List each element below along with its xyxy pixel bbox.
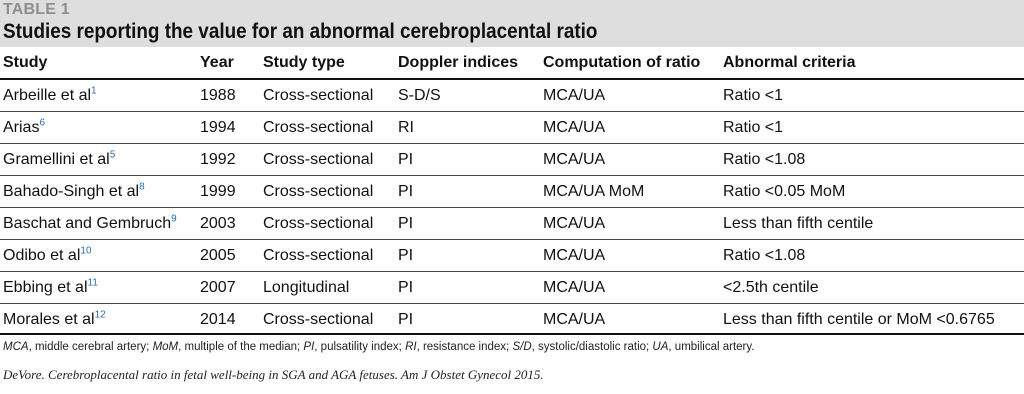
cell-criteria (723, 183, 845, 201)
cell-study-text: Bahado-Singh et al (3, 183, 140, 200)
cell-criteria (723, 151, 805, 169)
cell-doppler-text: S-D/S (398, 87, 441, 104)
cell-criteria-text: Ratio <1 (723, 87, 784, 104)
cell-computation (543, 87, 605, 105)
table-header-band (0, 0, 1024, 47)
cell-computation (543, 151, 605, 169)
footnote-abbreviation: UA (652, 341, 669, 353)
reference-superscript[interactable]: 12 (94, 309, 106, 321)
row-divider (0, 239, 1024, 240)
cell-criteria-text: Less than fifth centile or MoM <0.6765 (723, 311, 995, 328)
row-divider (0, 303, 1024, 304)
cell-criteria-text: <2.5th centile (723, 279, 819, 296)
cell-study-text: Arbeille et al (3, 87, 92, 104)
footnote-definition: , systolic/diastolic ratio; (531, 341, 653, 353)
cell-doppler-text: PI (398, 215, 414, 232)
cell-study-type-text: Cross-sectional (263, 247, 374, 264)
column-header-study-type: Study type (263, 54, 345, 71)
cell-year (200, 119, 236, 137)
column-header-study: Study (3, 54, 48, 71)
citation-title: Cerebroplacental ratio in fetal well-being in SGA and AGA fetuses. Am J Obstet Gynecol 2015. (44, 367, 544, 382)
cell-doppler (398, 247, 413, 265)
footnote-abbreviation: S/D (512, 341, 532, 353)
footnote-abbreviation: MCA (3, 341, 29, 353)
cell-criteria-text: Ratio <1.08 (723, 247, 806, 264)
column-header-computation: Computation of ratio (543, 54, 701, 71)
cell-year (200, 311, 236, 329)
cell-study (3, 311, 106, 329)
cell-criteria (723, 279, 819, 297)
cell-computation (543, 215, 605, 233)
citation-author: DeVore. (3, 367, 45, 382)
cell-year (200, 215, 236, 233)
cell-year-text: 1992 (200, 151, 236, 168)
reference-superscript[interactable]: 6 (39, 117, 46, 129)
cell-study-type-text: Cross-sectional (263, 215, 374, 232)
cell-study (3, 119, 45, 137)
cell-computation (543, 183, 644, 201)
cell-criteria-text: Ratio <1 (723, 119, 784, 136)
cell-study-text: Morales et al (3, 311, 95, 328)
cell-year-text: 2003 (200, 215, 236, 232)
reference-superscript[interactable]: 11 (87, 277, 98, 289)
cell-study-type (263, 247, 373, 265)
cell-criteria (723, 311, 995, 329)
footnote-definition: , resistance index; (416, 341, 513, 353)
cell-computation-text: MCA/UA (543, 87, 606, 104)
cell-study-text: Gramellini et al (3, 151, 110, 168)
table-label: TABLE 1 (3, 1, 70, 18)
cell-study-type (263, 215, 373, 233)
cell-study-type (263, 311, 373, 329)
cell-computation-text: MCA/UA MoM (543, 183, 645, 200)
reference-superscript[interactable]: 9 (171, 213, 177, 225)
cell-computation-text: MCA/UA (543, 247, 606, 264)
cell-computation-text: MCA/UA (543, 151, 606, 168)
cell-computation-text: MCA/UA (543, 279, 606, 296)
cell-doppler-text: PI (398, 311, 414, 328)
cell-doppler-text: PI (398, 183, 414, 200)
cell-year-text: 1999 (200, 183, 236, 200)
footnote-definition: , middle cerebral artery; (28, 341, 153, 353)
footnote-definition: , pulsatility index; (314, 341, 406, 353)
footnote-definition: , multiple of the median; (178, 341, 304, 353)
cell-year (200, 151, 236, 169)
cell-study-text: Odibo et al (3, 247, 81, 264)
footnote-definition: , umbilical artery. (668, 341, 755, 353)
cell-doppler-text: RI (398, 119, 414, 136)
cell-criteria (723, 87, 783, 105)
footnote-abbreviation: RI (405, 341, 417, 353)
cell-doppler (398, 183, 413, 201)
reference-superscript[interactable]: 10 (80, 245, 92, 257)
cell-criteria (723, 119, 783, 137)
cell-computation (543, 311, 605, 329)
cell-year-text: 2014 (200, 311, 236, 328)
cell-study (3, 151, 115, 169)
cell-year-text: 2007 (200, 279, 236, 296)
cell-study-type (263, 279, 349, 297)
cell-computation-text: MCA/UA (543, 311, 606, 328)
cell-computation-text: MCA/UA (543, 215, 606, 232)
cell-year (200, 183, 236, 201)
cell-doppler (398, 151, 413, 169)
footnote-abbreviation: PI (303, 341, 315, 353)
cell-study (3, 279, 98, 297)
row-divider (0, 111, 1024, 112)
cell-criteria-text: Ratio <0.05 MoM (723, 183, 846, 200)
cell-year (200, 279, 236, 297)
cell-year-text: 1994 (200, 119, 236, 136)
cell-study-type-text: Cross-sectional (263, 119, 374, 136)
cell-year-text: 1988 (200, 87, 236, 104)
cell-doppler (398, 279, 413, 297)
reference-superscript[interactable]: 5 (109, 149, 116, 161)
cell-study-type (263, 87, 373, 105)
table-title: Studies reporting the value for an abnormal cerebroplacental ratio (3, 20, 598, 43)
column-header-doppler-indices: Doppler indices (398, 54, 519, 71)
cell-study-type-text: Cross-sectional (263, 87, 374, 104)
cell-criteria-text: Ratio <1.08 (723, 151, 806, 168)
row-divider (0, 271, 1024, 272)
cell-doppler (398, 119, 414, 137)
cell-year-text: 2005 (200, 247, 236, 264)
cell-computation (543, 247, 605, 265)
cell-study-type (263, 119, 373, 137)
cell-study-text: Ebbing et al (3, 279, 88, 296)
column-header-year: Year (200, 54, 234, 71)
cell-doppler (398, 215, 413, 233)
cell-study-text: Arias (3, 119, 40, 136)
cell-study-type-text: Cross-sectional (263, 183, 374, 200)
cell-study-type (263, 183, 373, 201)
cell-criteria (723, 247, 805, 265)
cell-study-type (263, 151, 373, 169)
cell-study-type-text: Cross-sectional (263, 151, 374, 168)
header-rule (0, 78, 1024, 80)
row-divider (0, 207, 1024, 208)
cell-study-type-text: Cross-sectional (263, 311, 374, 328)
cell-doppler (398, 311, 413, 329)
column-header-abnormal-criteria: Abnormal criteria (723, 54, 856, 71)
cell-doppler-text: PI (398, 151, 414, 168)
cell-study (3, 215, 177, 233)
cell-computation (543, 119, 605, 137)
row-divider (0, 175, 1024, 176)
cell-study (3, 87, 97, 105)
source-citation (3, 367, 544, 383)
cell-computation (543, 279, 605, 297)
cell-criteria-text: Less than fifth centile (723, 215, 874, 232)
reference-superscript[interactable]: 1 (91, 85, 97, 97)
cell-doppler (398, 87, 441, 105)
cell-study (3, 183, 145, 201)
cell-study-text: Baschat and Gembruch (3, 215, 172, 232)
cell-study-type-text: Longitudinal (263, 279, 350, 296)
cell-doppler-text: PI (398, 247, 414, 264)
cell-year (200, 87, 236, 105)
cell-doppler-text: PI (398, 279, 414, 296)
cell-year (200, 247, 236, 265)
cell-computation-text: MCA/UA (543, 119, 606, 136)
table-footnote (3, 341, 754, 353)
reference-superscript[interactable]: 8 (139, 181, 145, 193)
footnote-abbreviation: MoM (152, 341, 179, 353)
table-bottom-rule (0, 333, 1024, 335)
row-divider (0, 143, 1024, 144)
cell-criteria (723, 215, 873, 233)
cell-study (3, 247, 92, 265)
